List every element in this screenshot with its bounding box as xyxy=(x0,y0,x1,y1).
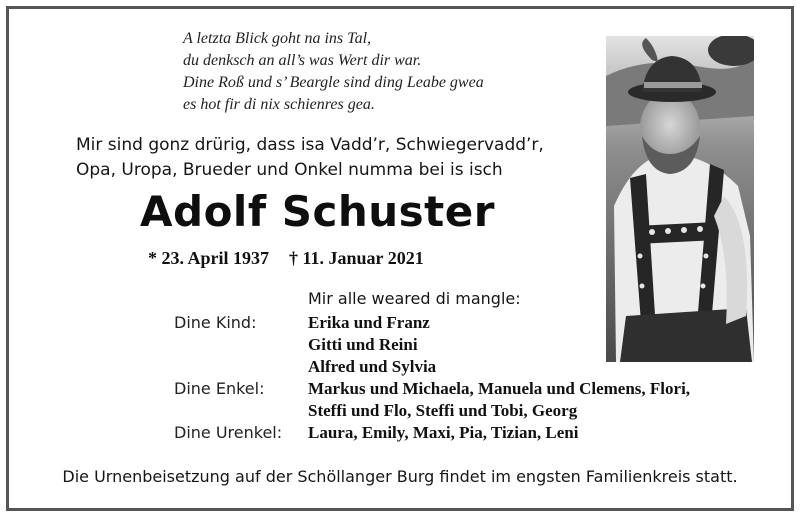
photo-hat-band xyxy=(644,82,702,88)
mourner-group-great-grandchildren xyxy=(174,422,690,444)
poem-line: es hot fir di nix schienres gea. xyxy=(183,96,375,113)
poem-line: Dine Roß und s’ Beargle sind ding Leabe gwea xyxy=(183,74,484,91)
intro-text xyxy=(76,133,544,183)
birth-date: * 23. April 1937 xyxy=(148,248,270,268)
group-names xyxy=(308,422,578,444)
mourner-entry: Alfred und Sylvia xyxy=(308,357,437,376)
poem-line: A letzta Blick goht na ins Tal, xyxy=(183,30,372,47)
group-label: Dine Kind: xyxy=(174,313,257,332)
mourner-entry: Gitti und Reini xyxy=(308,335,418,354)
intro-line: Opa, Uropa, Brueder und Onkel numma bei is isch xyxy=(76,160,503,180)
mourner-entry: Steffi und Flo, Steffi und Tobi, Georg xyxy=(308,401,578,420)
mourner-entry: Laura, Emily, Maxi, Pia, Tizian, Leni xyxy=(308,423,579,442)
poem-line: du denksch an all’s was Wert dir war. xyxy=(183,52,422,69)
portrait-photo xyxy=(606,36,754,362)
portrait-image xyxy=(606,36,754,362)
mourner-entry: Erika und Franz xyxy=(308,313,430,332)
group-label: Dine Enkel: xyxy=(174,379,265,398)
mourners-heading: Mir alle weared di mangle: xyxy=(308,289,521,308)
intro-line: Mir sind gonz drürig, dass isa Vadd’r, Schwiegervadd’r, xyxy=(76,135,544,155)
group-label: Dine Urenkel: xyxy=(174,423,283,442)
group-names xyxy=(308,312,436,378)
life-dates xyxy=(148,246,424,270)
poem xyxy=(183,28,484,116)
burial-notice: Die Urnenbeisetzung auf der Schöllanger Burg findet im engsten Familienkreis statt. xyxy=(62,467,738,486)
mourner-entry: Markus und Michaela, Manuela und Clemens, Flori, xyxy=(308,379,691,398)
death-date: † 11. Januar 2021 xyxy=(289,248,424,268)
deceased-name: Adolf Schuster xyxy=(140,187,495,236)
group-names xyxy=(308,378,690,422)
mourner-group-grandchildren xyxy=(174,378,690,422)
